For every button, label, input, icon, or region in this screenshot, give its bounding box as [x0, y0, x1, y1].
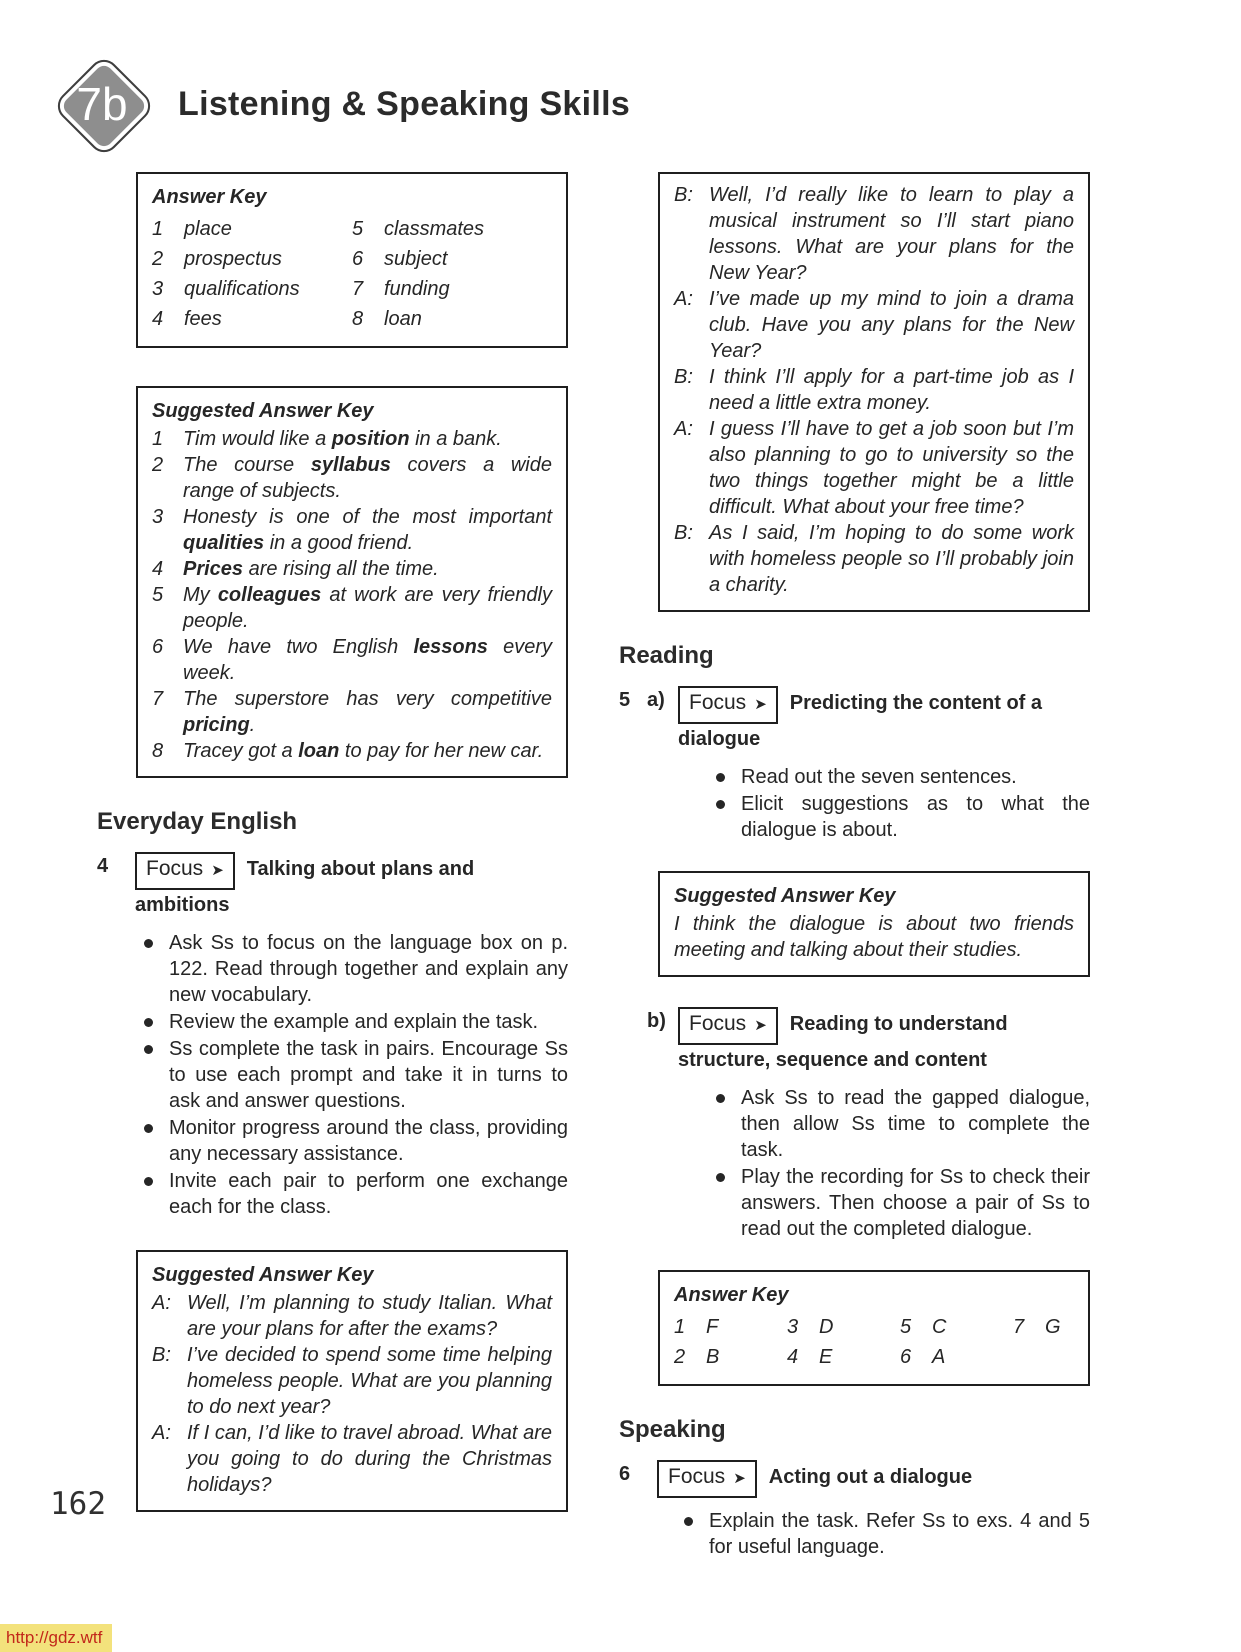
- exercise-focus-line: [678, 686, 1090, 754]
- answer-key-title: Answer Key: [674, 1284, 789, 1306]
- dialogue-line: [674, 182, 1074, 286]
- answer-item: [152, 214, 352, 244]
- exercise-number-spacer: [619, 1007, 647, 1075]
- speaker-label: A:: [674, 288, 693, 310]
- item-letter: B: [706, 1346, 720, 1368]
- focus-chip: [657, 1460, 757, 1498]
- answer-item: [352, 244, 552, 274]
- item-number: 5: [900, 1316, 912, 1338]
- answer-item: [900, 1342, 1013, 1372]
- exercise-focus-line: [135, 852, 568, 920]
- suggested-answer-item: [152, 686, 552, 738]
- focus-arrow-icon: ➤: [211, 862, 224, 879]
- right-column: [619, 172, 1090, 1561]
- answer-key-title: Answer Key: [152, 186, 267, 208]
- answer-item: [674, 1342, 787, 1372]
- answer-key-box-2: [658, 1270, 1090, 1386]
- answer-key-col-1: [152, 214, 352, 334]
- suggested-answer-key-title: Suggested Answer Key: [152, 1264, 374, 1286]
- exercise-4-header: [97, 852, 568, 920]
- bullet-text: Ask Ss to focus on the language box on p. 122. Read through together and explain any new vocabulary.: [169, 932, 568, 1006]
- item-number: 7: [152, 688, 164, 710]
- bullet-text: Ss complete the task in pairs. Encourage Ss to use each prompt and take it in turns to ask and answer questions.: [169, 1038, 568, 1112]
- suggested-answer-item: [152, 426, 552, 452]
- speaker-label: B:: [674, 522, 693, 544]
- answer-item: [352, 274, 552, 304]
- suggested-answer-item: [152, 504, 552, 556]
- bullet-text: Play the recording for Ss to check their answers. Then choose a pair of Ss to read out the completed dialogue.: [741, 1166, 1090, 1240]
- item-number: 3: [152, 278, 164, 300]
- focus-arrow-icon: ➤: [754, 1017, 767, 1034]
- item-text: The superstore has very competitive pricing.: [183, 688, 552, 736]
- suggested-answer-item: [152, 634, 552, 686]
- bullet-icon: [143, 1036, 169, 1114]
- suggested-answer-item: [152, 738, 552, 764]
- dialogue-line: [152, 1342, 552, 1420]
- item-text: We have two English lessons every week.: [183, 636, 553, 684]
- dialogue-text: I’ve decided to spend some time helping homeless people. What are you planning to do next year?: [187, 1344, 552, 1418]
- item-number: 2: [674, 1346, 686, 1368]
- item-number: 1: [152, 218, 164, 240]
- dialogue-text: Well, I’m planning to study Italian. What are your plans for after the exams?: [187, 1292, 552, 1340]
- bullet-item: [683, 1508, 1090, 1560]
- answer-key-grid-col: [787, 1312, 900, 1372]
- item-text: Honesty is one of the most important qualities in a good friend.: [183, 506, 552, 554]
- item-text: prospectus: [184, 248, 282, 270]
- suggested-answer-item: [152, 452, 552, 504]
- dialogue-text: If I can, I’d like to travel abroad. What are you going to do during the Christmas holidays?: [187, 1422, 552, 1496]
- section-heading-everyday-english: Everyday English: [97, 808, 298, 835]
- bullet-icon: [715, 791, 741, 843]
- item-number: 5: [152, 584, 164, 606]
- item-number: 1: [674, 1316, 686, 1338]
- dialogue-text: I’ve made up my mind to join a drama club. Have you any plans for the New Year?: [709, 288, 1074, 362]
- focus-label: Focus: [668, 1465, 726, 1488]
- item-number: 4: [152, 558, 164, 580]
- bullet-text: Review the example and explain the task.: [169, 1011, 539, 1033]
- dialogue-text: I think I’ll apply for a part-time job as I need a little extra money.: [709, 366, 1074, 414]
- answer-key-columns: [152, 214, 552, 334]
- watermark-link[interactable]: http://gdz.wtf: [0, 1624, 112, 1652]
- speaker-label: A:: [674, 418, 693, 440]
- page-title: Listening & Speaking Skills: [178, 84, 631, 123]
- bullet-item: [143, 1036, 568, 1114]
- dialogue-line: [674, 286, 1074, 364]
- answer-item: [152, 274, 352, 304]
- module-badge: [50, 52, 154, 156]
- focus-arrow-icon: ➤: [733, 1470, 746, 1487]
- bullet-item: [143, 930, 568, 1008]
- answer-key-grid: [674, 1312, 1074, 1372]
- suggested-answer-item: [152, 556, 552, 582]
- left-column: [97, 172, 568, 1512]
- suggested-answer-key-title: Suggested Answer Key: [674, 885, 896, 907]
- bullet-icon: [715, 764, 741, 790]
- bullet-text: Monitor progress around the class, providing any necessary assistance.: [169, 1117, 568, 1165]
- answer-item: [152, 244, 352, 274]
- exercise-number: 5: [619, 689, 631, 711]
- item-text: fees: [184, 308, 222, 330]
- item-letter: E: [819, 1346, 833, 1368]
- focus-chip: [678, 686, 778, 724]
- item-text: place: [184, 218, 232, 240]
- exercise-5a-bullets: [715, 764, 1090, 843]
- item-number: 1: [152, 428, 164, 450]
- exercise-focus-line: [678, 1007, 1090, 1075]
- exercise-sub-label: b): [647, 1010, 666, 1032]
- bullet-item: [143, 1115, 568, 1167]
- answer-item: [787, 1312, 900, 1342]
- bullet-icon: [143, 1009, 169, 1035]
- suggested-answer-key-title: Suggested Answer Key: [152, 400, 374, 422]
- page-header: [50, 52, 630, 156]
- focus-label: Focus: [146, 857, 204, 880]
- focus-title: Reading to understand structure, sequence and content: [678, 1013, 1008, 1071]
- item-number: 8: [352, 308, 364, 330]
- bullet-item: [715, 764, 1090, 790]
- dialogue-line: [674, 520, 1074, 598]
- suggested-answer-text: I think the dialogue is about two friends meeting and talking about their studies.: [674, 913, 1074, 961]
- item-number: 7: [352, 278, 364, 300]
- exercise-4-bullets: [143, 930, 568, 1220]
- dialogue-text: I guess I’ll have to get a job soon but I’m also planning to go to university so the two things together might be a little difficult. What about your free time?: [709, 418, 1074, 518]
- item-text: Tracey got a loan to pay for her new car.: [183, 740, 544, 762]
- speaker-label: B:: [674, 366, 693, 388]
- item-number: 3: [152, 506, 164, 528]
- speaker-label: A:: [152, 1292, 171, 1314]
- answer-key-grid-col: [674, 1312, 787, 1372]
- content-columns: [97, 172, 1090, 1561]
- answer-item: [352, 214, 552, 244]
- bullet-text: Read out the seven sentences.: [741, 766, 1017, 788]
- suggested-answer-key-box-1: [136, 386, 568, 778]
- item-number: 3: [787, 1316, 799, 1338]
- focus-chip: [135, 852, 235, 890]
- module-number: 7b: [76, 78, 128, 130]
- answer-item: [787, 1342, 900, 1372]
- suggested-answer-item: [152, 582, 552, 634]
- item-letter: D: [819, 1316, 834, 1338]
- answer-item: [1013, 1312, 1061, 1342]
- dialogue-line: [152, 1290, 552, 1342]
- bullet-icon: [143, 930, 169, 1008]
- item-text: My colleagues at work are very friendly people.: [183, 584, 552, 632]
- focus-title: Predicting the content of a dialogue: [678, 692, 1043, 750]
- item-letter: F: [706, 1316, 719, 1338]
- focus-title: Acting out a dialogue: [768, 1466, 973, 1488]
- section-heading-reading: Reading: [619, 642, 714, 669]
- bullet-icon: [683, 1508, 709, 1560]
- exercise-number: 6: [619, 1463, 631, 1485]
- exercise-sub-label: a): [647, 689, 665, 711]
- exercise-5b-header: [619, 1007, 1090, 1075]
- item-letter: G: [1045, 1316, 1061, 1338]
- answer-item: [152, 304, 352, 334]
- item-text: Tim would like a position in a bank.: [183, 428, 502, 450]
- item-number: 6: [352, 248, 364, 270]
- item-text: Prices are rising all the time.: [183, 558, 439, 580]
- page-number: 162: [50, 1486, 106, 1522]
- item-number: 8: [152, 740, 164, 762]
- bullet-item: [143, 1168, 568, 1220]
- answer-item: [900, 1312, 1013, 1342]
- bullet-icon: [715, 1085, 741, 1163]
- focus-label: Focus: [689, 1012, 747, 1035]
- bullet-icon: [715, 1164, 741, 1242]
- answer-key-col-2: [352, 214, 552, 334]
- speaker-label: B:: [152, 1344, 171, 1366]
- item-number: 4: [152, 308, 164, 330]
- item-text: qualifications: [184, 278, 300, 300]
- bullet-item: [715, 1164, 1090, 1242]
- dialogue-text: Well, I’d really like to learn to play a musical instrument so I’ll start piano lessons. What are your plans for the New Year?: [709, 184, 1074, 284]
- focus-title: Talking about plans and ambitions: [135, 858, 475, 916]
- exercise-6-header: [619, 1460, 1090, 1498]
- bullet-text: Ask Ss to read the gapped dialogue, then allow Ss time to complete the task.: [741, 1087, 1090, 1161]
- focus-arrow-icon: ➤: [754, 696, 767, 713]
- exercise-number: 4: [97, 855, 109, 877]
- item-number: 6: [152, 636, 164, 658]
- answer-key-box-1: [136, 172, 568, 348]
- answer-item: [674, 1312, 787, 1342]
- bullet-item: [143, 1009, 568, 1035]
- item-number: 4: [787, 1346, 799, 1368]
- item-letter: C: [932, 1316, 947, 1338]
- bullet-item: [715, 791, 1090, 843]
- dialogue-text: As I said, I’m hoping to do some work with homeless people so I’ll probably join a charity.: [709, 522, 1074, 596]
- exercise-5b-bullets: [715, 1085, 1090, 1242]
- answer-item: [352, 304, 552, 334]
- bullet-text: Invite each pair to perform one exchange each for the class.: [169, 1170, 568, 1218]
- item-number: 7: [1013, 1316, 1025, 1338]
- item-text: loan: [384, 308, 422, 330]
- suggested-answer-key-box-2: [136, 1250, 568, 1512]
- answer-key-grid-col: [900, 1312, 1013, 1372]
- item-number: 6: [900, 1346, 912, 1368]
- section-heading-speaking: Speaking: [619, 1416, 726, 1443]
- suggested-answer-key-box-3: [658, 871, 1090, 977]
- dialogue-line: [152, 1420, 552, 1498]
- answer-key-grid-col: [1013, 1312, 1061, 1372]
- bullet-icon: [143, 1168, 169, 1220]
- item-text: classmates: [384, 218, 485, 240]
- exercise-focus-line: [657, 1460, 1090, 1498]
- speaker-label: A:: [152, 1422, 171, 1444]
- item-number: 5: [352, 218, 364, 240]
- item-text: funding: [384, 278, 450, 300]
- bullet-text: Elicit suggestions as to what the dialogue is about.: [741, 793, 1090, 841]
- dialogue-line: [674, 364, 1074, 416]
- focus-chip: [678, 1007, 778, 1045]
- bullet-icon: [143, 1115, 169, 1167]
- dialogue-continuation-box: [658, 172, 1090, 612]
- bullet-text: Explain the task. Refer Ss to exs. 4 and 5 for useful language.: [709, 1510, 1090, 1558]
- item-text: The course syllabus covers a wide range of subjects.: [183, 454, 552, 502]
- item-letter: A: [932, 1346, 946, 1368]
- item-number: 2: [152, 454, 164, 476]
- bullet-item: [715, 1085, 1090, 1163]
- exercise-6-bullets: [683, 1508, 1090, 1560]
- dialogue-line: [674, 416, 1074, 520]
- exercise-5a-header: [619, 686, 1090, 754]
- speaker-label: B:: [674, 184, 693, 206]
- focus-label: Focus: [689, 691, 747, 714]
- item-number: 2: [152, 248, 164, 270]
- item-text: subject: [384, 248, 448, 270]
